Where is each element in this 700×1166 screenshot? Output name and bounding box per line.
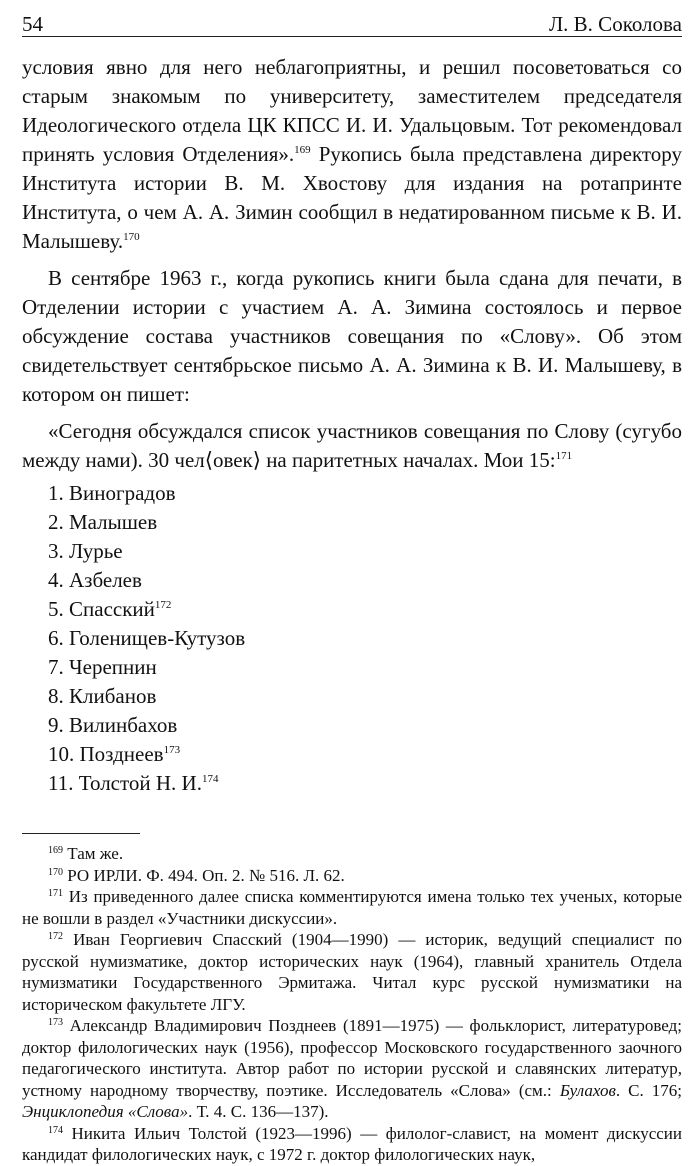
footnote-ref-171[interactable]: 171: [555, 450, 573, 462]
footnote-169: [22, 843, 682, 865]
list-item-text: 3. Лурье: [48, 539, 123, 563]
citation-bulakhov: Булахов: [559, 1080, 616, 1100]
list-item: [48, 711, 682, 740]
paragraph-2: В сентябре 1963 г., когда рукопись книги была сдана для печати, в Отделении истории с участием А. А. Зимина состоялось и первое обсуждение состава участников совещания по «Слову». Об этом свидетельствует сентябрьское письмо А. А. Зимина к В. И. Малышеву, в котором он пишет:: [22, 266, 682, 406]
list-item-text: 1. Виноградов: [48, 481, 176, 505]
list-item: [48, 769, 682, 798]
footnote-174: [22, 1123, 682, 1166]
list-item: [48, 537, 682, 566]
footnote-173: [22, 1015, 682, 1123]
footnote-ref-173[interactable]: 173: [163, 744, 181, 756]
footnote-text: Александр Владимирович Позднеев (1891—1975) — фольклорист, литературовед; доктор филологических наук (1956), профессор Московского государственного заочного педагогического института. Автор работ по истории русской и славянских литератур, устному народному творчеству, поэтике. Исследователь «Слова» (см.:: [22, 1016, 682, 1100]
paragraph-1-part-2: Рукопись была представлена директору Института истории В. М. Хвостову для издания на ротапринте Института, о чем А. А. Зимин сообщил в недатированном письме к В. И. Малышеву.: [22, 142, 682, 253]
quote-text: «Сегодня обсуждался список участников совещания по Слову (сугубо между нами). 30 чел⟨овек⟩ на паритетных началах. Мои 15:: [22, 419, 682, 472]
footnote-text: . С. 176;: [615, 1080, 682, 1100]
footnote-ref-174[interactable]: 174: [201, 773, 219, 785]
footnote-number: 170: [48, 866, 63, 878]
list-item-text: 7. Черепнин: [48, 655, 157, 679]
footnote-number: 174: [48, 1124, 63, 1136]
list-item: [48, 566, 682, 595]
footnote-172: [22, 929, 682, 1015]
list-item-text: 6. Голенищев-Кутузов: [48, 626, 246, 650]
quote-paragraph: [22, 417, 682, 475]
citation-encyclopedia: Энциклопедия «Слова»: [22, 1102, 189, 1121]
list-item: [48, 479, 682, 508]
footnote-ref-169[interactable]: 169: [294, 144, 311, 156]
list-item: [48, 740, 682, 769]
footnote-text: . Т. 4. С. 136—137).: [188, 1102, 329, 1121]
list-item: [48, 508, 682, 537]
list-item-text: 10. Позднеев: [48, 742, 164, 766]
footnote-text: РО ИРЛИ. Ф. 494. Оп. 2. № 516. Л. 62.: [63, 865, 345, 885]
footnote-text: Из приведенного далее списка комментируются имена только тех ученых, которые не вошли в раздел «Участники дискуссии».: [22, 887, 682, 928]
list-item: [48, 653, 682, 682]
footnote-text: Иван Георгиевич Спасский (1904—1990) — историк, ведущий специалист по русской нумизматике, доктор исторических наук (1964), главный хранитель Отдела нумизматики Государственного Эрмитажа. Читал курс русской нумизматики на историческом факультете ЛГУ.: [22, 930, 682, 1014]
book-page: [22, 10, 682, 1166]
list-item: [48, 624, 682, 653]
footnote-ref-170[interactable]: 170: [123, 231, 140, 243]
footnote-170: [22, 865, 682, 887]
footnote-171: [22, 886, 682, 929]
list-item-text: 9. Вилинбахов: [48, 713, 178, 737]
footnote-separator: [22, 833, 140, 834]
list-item-text: 8. Клибанов: [48, 684, 157, 708]
footnote-number: 173: [48, 1017, 63, 1028]
page-number: 54: [22, 12, 43, 36]
list-item-text: 5. Спасский: [48, 597, 155, 621]
footnote-number: 169: [48, 845, 63, 856]
footnote-number: 172: [48, 931, 63, 942]
list-item: [48, 595, 682, 624]
list-item-text: 4. Азбелев: [48, 568, 142, 592]
footnotes: [22, 843, 682, 1166]
paragraph-1-part-1: условия явно для него неблагоприятны, и решил посоветоваться со старым знакомым по университету, заместителем председателя Идеологического отдела ЦК КПСС И. И. Удальцовым. Тот рекомендовал принять условия Отделения».: [22, 55, 682, 166]
running-header: [22, 10, 682, 37]
list-item-text: 2. Малышев: [48, 510, 158, 534]
footnote-text: Никита Ильич Толстой (1923—1996) — филолог-славист, на момент дискуссии кандидат филологических наук, с 1972 г. доктор филологических наук,: [22, 1123, 682, 1164]
footnote-number: 171: [48, 888, 63, 899]
running-head-author: Л. В. Соколова: [548, 12, 682, 36]
list-item-text: 11. Толстой Н. И.: [48, 771, 202, 795]
participants-list: [22, 479, 682, 798]
footnote-ref-172[interactable]: 172: [154, 599, 172, 611]
paragraph-1: [22, 53, 682, 256]
footnote-text: Там же.: [63, 844, 124, 863]
list-item: [48, 682, 682, 711]
main-text: [22, 53, 682, 798]
